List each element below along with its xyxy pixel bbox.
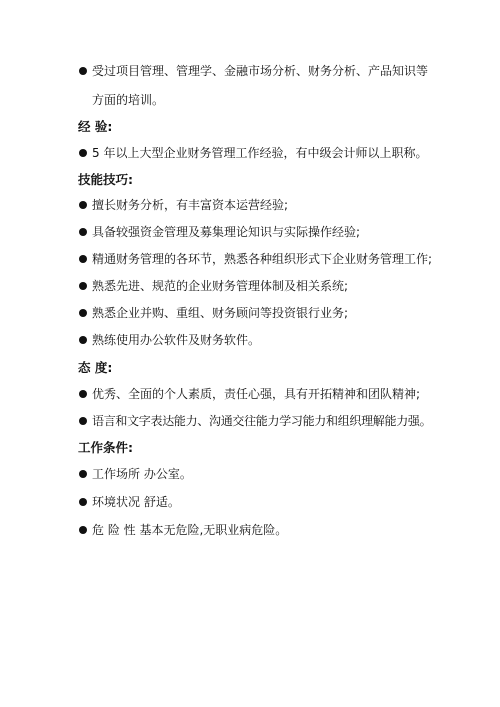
bullet-icon [79, 336, 87, 344]
list-item-text: 5 年以上大型企业财务管理工作经验，有中级会计师以上职称。 [92, 146, 428, 160]
list-item-text: 优秀、全面的个人素质，责任心强，具有开拓精神和团队精神; [92, 387, 421, 401]
list-item-text: 精通财务管理的各环节，熟悉各种组织形式下企业财务管理工作; [92, 252, 433, 266]
list-item-text: 工作场所 办公室。 [92, 467, 192, 481]
list-item-text: 擅长财务分析，有丰富资本运营经验; [92, 198, 289, 212]
list-item-text: 危 险 性 基本无危险,无职业病危险。 [92, 523, 288, 537]
bullet-icon [79, 470, 87, 478]
bullet-icon [79, 390, 87, 398]
bullet-icon [79, 309, 87, 317]
list-item-text: 熟悉企业并购、重组、财务顾问等投资银行业务; [92, 306, 349, 320]
list-item-text: 环境状况 舒适。 [92, 495, 180, 509]
list-item-text: 熟练使用办公软件及财务软件。 [92, 333, 261, 347]
list-item-text: 具备较强资金管理及募集理论知识与实际操作经验; [92, 225, 361, 239]
section-heading-skills: 技能技巧: [78, 172, 133, 187]
bullet-icon [79, 498, 87, 506]
bullet-icon [79, 149, 87, 157]
bullet-icon [79, 255, 87, 263]
list-item-text: 熟悉先进、规范的企业财务管理体制及相关系统; [92, 279, 349, 293]
list-item-text: 受过项目管理、管理学、金融市场分析、财务分析、产品知识等 [92, 64, 429, 78]
list-item-text: 语言和文字表达能力、沟通交往能力学习能力和组织理解能力强。 [92, 414, 432, 428]
bullet-icon [79, 417, 87, 425]
bullet-icon [79, 228, 87, 236]
section-heading-experience: 经 验: [78, 119, 113, 134]
section-heading-attitude: 态 度: [78, 360, 113, 375]
bullet-icon [79, 526, 87, 534]
bullet-icon [79, 201, 87, 209]
section-heading-conditions: 工作条件: [78, 440, 133, 455]
list-item-text: 方面的培训。 [92, 93, 165, 107]
bullet-icon [79, 67, 87, 75]
bullet-icon [79, 282, 87, 290]
